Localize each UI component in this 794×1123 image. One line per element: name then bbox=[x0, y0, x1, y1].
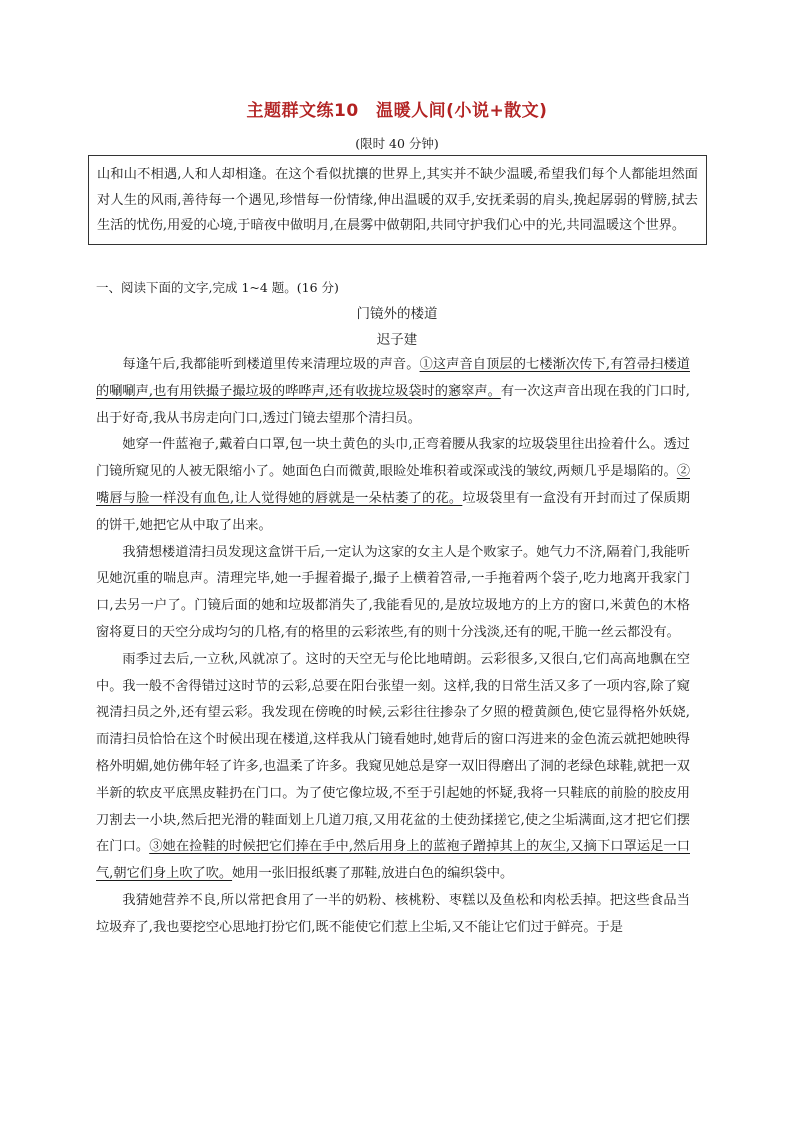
paragraph-5 bbox=[96, 888, 690, 942]
underlined-sentence-3: ③她在捡鞋的时候把它们捧在手中,然后用身上的蓝袍子蹭掉其上的灰尘,又摘下口罩运足一口气,朝它们身上吹了吹。 bbox=[96, 839, 690, 882]
paragraph-text: 我猜想楼道清扫员发现这盒饼干后,一定认为这家的女主人是个败家子。她气力不济,隔着门,我能听见她沉重的喘息声。清理完毕,她一手握着撮子,撮子上横着笤帚,一手拖着两个袋子,吃力地离开我家门口,去另一户了。门镜后面的她和垃圾都消失了,我能看见的,是放垃圾地方的上方的窗口,米黄色的木格窗将夏日的天空分成均匀的几格,有的格里的云彩浓些,有的则十分浅淡,还有的呢,干脆一丝云都没有。 bbox=[96, 544, 690, 640]
intro-text: 山和山不相遇,人和人却相逢。在这个看似扰攘的世界上,其实并不缺少温暖,希望我们每个人都能坦然面对人生的风雨,善待每一个遇见,珍惜每一份情缘,伸出温暖的双手,安抚柔弱的肩头,挽起孱弱的臂膀,拭去生活的忧伤,用爱的心境,于暗夜中做明月,在晨雾中做朝阳,共同守护我们心中的光,共同温暖这个世界。 bbox=[97, 167, 698, 233]
section-heading: 一、阅读下面的文字,完成 1~4 题。(16 分) bbox=[96, 280, 339, 295]
paragraph-text: 垃圾袋里有一盒没有开封而过了保质期的饼干,她把它从中取了出来。 bbox=[96, 490, 690, 533]
paragraph-1 bbox=[96, 352, 690, 432]
paragraph-3 bbox=[96, 540, 690, 647]
paragraph-text: 有一次这声音出现在我的门口时,出于好奇,我从书房走向门口,透过门镜去望那个清扫员。 bbox=[96, 383, 690, 426]
paragraph-text: 我猜她营养不良,所以常把食用了一半的奶粉、核桃粉、枣糕以及鱼松和肉松丢掉。把这些食品当垃圾弃了,我也要挖空心思地打扮它们,既不能使它们惹上尘垢,又不能让它们过于鲜亮。于是 bbox=[96, 892, 690, 935]
paragraph-2 bbox=[96, 432, 690, 539]
paragraph-4 bbox=[96, 647, 690, 888]
page-title: 主题群文练10 温暖人间(小说+散文) bbox=[246, 101, 548, 121]
paragraph-text: 她穿一件蓝袍子,戴着白口罩,包一块土黄色的头巾,正弯着腰从我家的垃圾袋里往出捡着什么。透过门镜所窥见的人被无限缩小了。她面色白而微黄,眼睑处堆积着或深或浅的皱纹,两颊几乎是塌陷的。 bbox=[96, 437, 690, 480]
story-body bbox=[96, 352, 690, 942]
time-limit: (限时 40 分钟) bbox=[355, 136, 439, 151]
underlined-sentence-1: ①这声音自顶层的七楼渐次传下,有笤帚扫楼道的唰唰声,也有用铁撮子撮垃圾的哗哗声,还有收拢垃圾袋时的窸窣声。 bbox=[96, 357, 690, 399]
paragraph-text: 每逢午后,我都能听到楼道里传来清理垃圾的声音。 bbox=[122, 357, 420, 372]
paragraph-text: 她用一张旧报纸裹了那鞋,放进白色的编织袋中。 bbox=[232, 866, 514, 882]
underlined-sentence-2: ②嘴唇与脸一样没有血色,让人觉得她的唇就是一朵枯萎了的花。 bbox=[96, 464, 690, 506]
author: 迟子建 bbox=[376, 332, 418, 348]
paragraph-text: 雨季过去后,一立秋,风就凉了。这时的天空无与伦比地晴朗。云彩很多,又很白,它们高高地飘在空中。我一般不舍得错过这时节的云彩,总要在阳台张望一刻。这样,我的日常生活又多了一项内容,除了窥视清扫员之外,还有望云彩。我发现在傍晚的时候,云彩往往掺杂了夕照的橙黄颜色,使它显得格外妖娆,而清扫员恰恰在这个时候出现在楼道,这样我从门镜看她时,她背后的窗口泻进来的金色流云就把她映得格外明媚,她仿佛年轻了许多,也温柔了许多。我窥见她总是穿一双旧得磨出了洞的老绿色球鞋,就把一双半新的软皮平底黑皮鞋扔在门口。为了使它像垃圾,不至于引起她的怀疑,我将一只鞋底的前脸的胶皮用刀割去一小块,然后把光滑的鞋面划上几道刀痕,又用花盆的土使劲揉搓它,使之尘垢满面,这才把它们摆在门口。 bbox=[96, 651, 690, 855]
intro-box bbox=[88, 155, 707, 245]
story-title: 门镜外的楼道 bbox=[356, 306, 438, 322]
